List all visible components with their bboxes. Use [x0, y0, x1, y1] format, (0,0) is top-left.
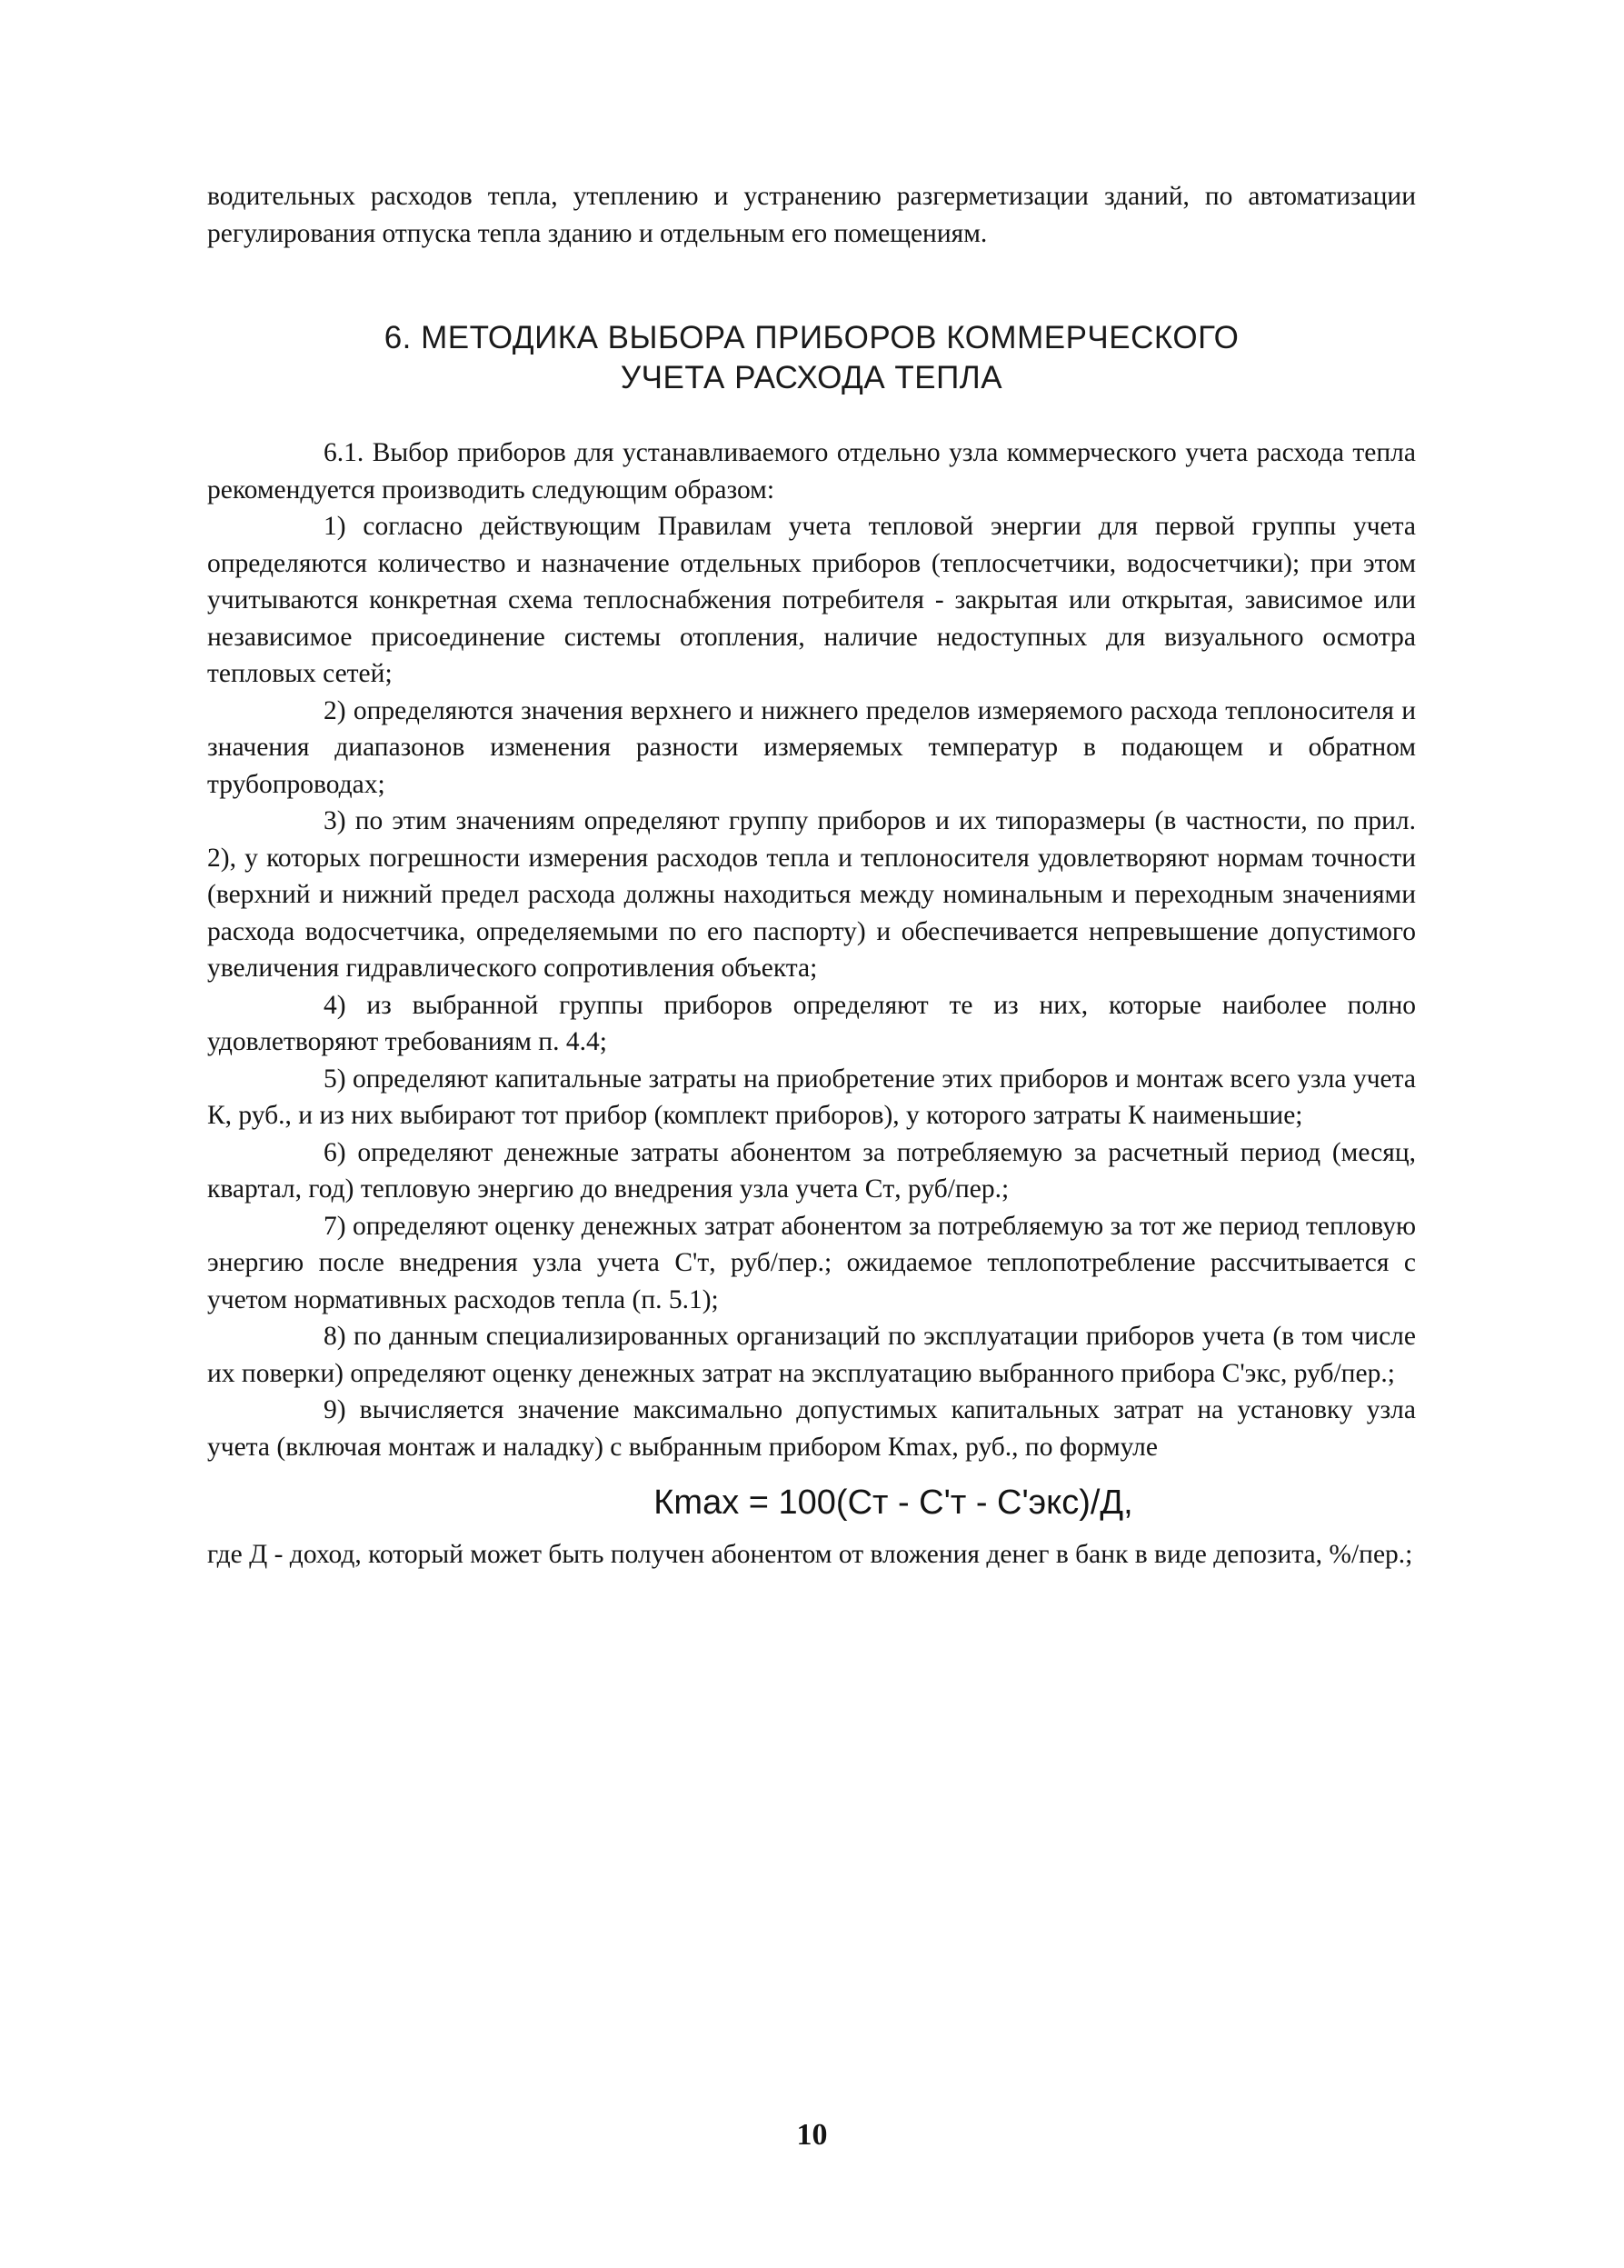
list-item-3: 3) по этим значениям определяют группу приборов и их типоразмеры (в частности, по прил. 2), у которых погрешности измерения расходов тепла и теплоносителя удовлетворяют нормам точности (верхний и нижний предел расхода должны находиться между номинальным и переходным значениями расхода водосчетчика, определяемыми по его паспорту) и обеспечивается непревышение допустимого увеличения гидравлического сопротивления объекта; — [207, 806, 1416, 983]
formula-kmax: Кmax = 100(Cᴛ - C'ᴛ - C'экс)/Д, — [653, 1484, 1133, 1522]
list-item-7: 7) определяют оценку денежных затрат абонентом за потребляемую за тот же период тепловую энергию после внедрения узла учета С'ᴛ, руб/пер.; ожидаемое теплопотребление рассчитывается с учетом нормативных расходов тепла (п. 5.1); — [207, 1211, 1416, 1314]
intro-text: водительных расходов тепла, утеплению и устранению разгерметизации зданий, по автоматизации регулирования отпуска тепла зданию и отдельным его помещениям. — [207, 182, 1416, 248]
list-item-4: 4) из выбранной группы приборов определяют те из них, которые наиболее полно удовлетворяют требованиям п. 4.4; — [207, 990, 1416, 1056]
page-number: 10 — [796, 2118, 828, 2152]
section-title-line2: УЧЕТА РАСХОДА ТЕПЛА — [620, 360, 1003, 395]
paragraph-6-1: 6.1. Выбор приборов для устанавливаемого отдельно узла коммерческого учета расхода тепла рекомендуется производить следующим образом: — [207, 438, 1416, 505]
list-item-1: 1) согласно действующим Правилам учета тепловой энергии для первой группы учета определяются количество и назначение отдельных приборов (теплосчетчики, водосчетчики); при этом учитываются конкретная схема теплоснабжения потребителя - закрытая или открытая, зависимое или независимое присоединение системы отопления, наличие недоступных для визуального осмотра тепловых сетей; — [207, 512, 1416, 688]
section-title-line1: 6. МЕТОДИКА ВЫБОРА ПРИБОРОВ КОММЕРЧЕСКОГО — [384, 320, 1240, 355]
list-item-2: 2) определяются значения верхнего и нижнего пределов измеряемого расхода теплоносителя и значения диапазонов изменения разности измеряемых температур в подающем и обратном трубопроводах; — [207, 695, 1416, 799]
intro-paragraph — [207, 178, 1416, 252]
section-heading — [207, 318, 1416, 398]
list-item-8: 8) по данным специализированных организаций по эксплуатации приборов учета (в том числе их поверки) определяют оценку денежных затрат на эксплуатацию выбранного прибора С'экс, руб/пер.; — [207, 1322, 1416, 1388]
list-item-5: 5) определяют капитальные затраты на приобретение этих приборов и монтаж всего узла учета К, руб., и из них выбирают тот прибор (комплект приборов), у которого затраты К наименьшие; — [207, 1064, 1416, 1130]
closing-paragraph: где Д - доход, который может быть получен абонентом от вложения денег в банк в виде депозита, %/пер.; — [207, 1540, 1413, 1569]
list-item-9: 9) вычисляется значение максимально допустимых капитальных затрат на установку узла учета (включая монтаж и наладку) с выбранным прибором Кmax, руб., по формуле — [207, 1395, 1416, 1462]
list-item-6: 6) определяют денежные затраты абонентом за потребляемую за расчетный период (месяц, квартал, год) тепловую энергию до внедрения узла учета Сᴛ, руб/пер.; — [207, 1137, 1416, 1204]
section-body — [207, 435, 1416, 1574]
